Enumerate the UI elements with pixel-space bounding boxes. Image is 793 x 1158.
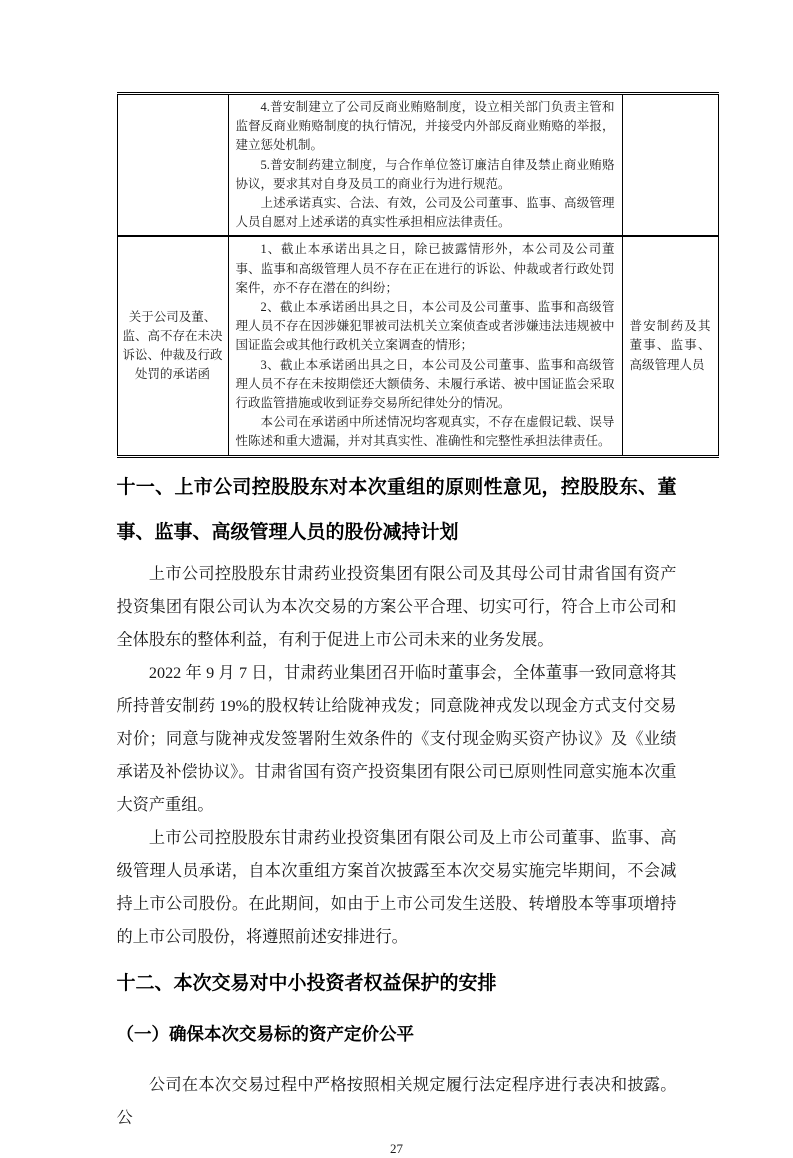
body-paragraph: 上市公司控股股东甘肃药业投资集团有限公司及其母公司甘肃省国有资产投资集团有限公司认为本次交易的方案公平合理、切实可行，符合上市公司和全体股东的整体利益，有利于促进上市公司未来的业务发展。 (116, 564, 677, 649)
section-12-heading: 十二、本次交易对中小投资者权益保护的安排 (116, 972, 497, 994)
table-row (117, 94, 718, 237)
table-cell-paragraph: 1、截止本承诺出具之日，除已披露情形外，本公司及公司董事、监事和高级管理人员不存在正在进行的诉讼、仲裁或者行政处罚案件，亦不存在潜在的纠纷； (235, 242, 615, 295)
table-cell-paragraph: 2、截止本承诺函出具之日，本公司及公司董事、监事和高级管理人员不存在因涉嫌犯罪被司法机关立案侦查或者涉嫌违法违规被中国证监会或其他行政机关立案调查的情形； (235, 300, 615, 353)
subsection-1-heading: （一）确保本次交易标的资产定价公平 (116, 1023, 414, 1044)
commitment-subject-cell: 关于公司及董、监、高不存在未决诉讼、仲裁及行政处罚的承诺函 (117, 236, 228, 456)
commitments-table (117, 92, 719, 458)
commitment-content-cell (228, 236, 622, 456)
commitment-party-cell (622, 94, 718, 237)
table-row (117, 236, 718, 456)
table-cell-paragraph: 5.普安制药建立制度，与合作单位签订廉洁自律及禁止商业贿赂协议，要求其对自身及员工的商业行为进行规范。 (235, 157, 615, 191)
commitment-content-cell (228, 94, 622, 237)
table-cell-paragraph: 上述承诺真实、合法、有效，公司及公司董事、监事、高级管理人员自愿对上述承诺的真实性承担相应法律责任。 (235, 196, 615, 230)
table-cell-paragraph: 4.普安制建立了公司反商业贿赂制度，设立相关部门负责主管和监督反商业贿赂制度的执行情况，并接受内外部反商业贿赂的举报，建立惩处机制。 (235, 100, 615, 153)
document-page (116, 0, 711, 1158)
section-11-heading: 十一、上市公司控股股东对本次重组的原则性意见，控股股东、董事、监事、高级管理人员的股份减持计划 (116, 476, 677, 543)
body-paragraph: 2022 年 9 月 7 日，甘肃药业集团召开临时董事会，全体董事一致同意将其所持普安制药 19%的股权转让给陇神戎发；同意陇神戎发以现金方式支付交易对价；同意与陇神戎发签署附生效条件的《支付现金购买资产协议》及《业绩承诺及补偿协议》。甘肃省国有资产投资集团有限公司已原则性同意实施本次重大资产重组。 (116, 663, 677, 814)
table-cell-paragraph: 本公司在承诺函中所述情况均客观真实，不存在虚假记载、误导性陈述和重大遗漏，并对其真实性、准确性和完整性承担法律责任。 (235, 415, 615, 449)
commitment-party-cell: 普安制药及其董事、监事、高级管理人员 (622, 236, 718, 456)
table-cell-paragraph: 3、截止本承诺函出具之日，本公司及公司董事、监事和高级管理人员不存在未按期偿还大额债务、未履行承诺、被中国证监会采取行政监管措施或收到证券交易所纪律处分的情况。 (235, 357, 615, 411)
body-paragraph: 上市公司控股股东甘肃药业投资集团有限公司及上市公司董事、监事、高级管理人员承诺，自本次重组方案首次披露至本次交易实施完毕期间，不会减持上市公司股份。在此期间，如由于上市公司发生送股、转增股本等事项增持的上市公司股份，将遵照前述安排进行。 (116, 828, 677, 946)
page-number: 27 (390, 1140, 403, 1156)
commitment-subject-cell (117, 94, 228, 237)
body-paragraph: 公司在本次交易过程中严格按照相关规定履行法定程序进行表决和披露。公 (116, 1075, 677, 1127)
